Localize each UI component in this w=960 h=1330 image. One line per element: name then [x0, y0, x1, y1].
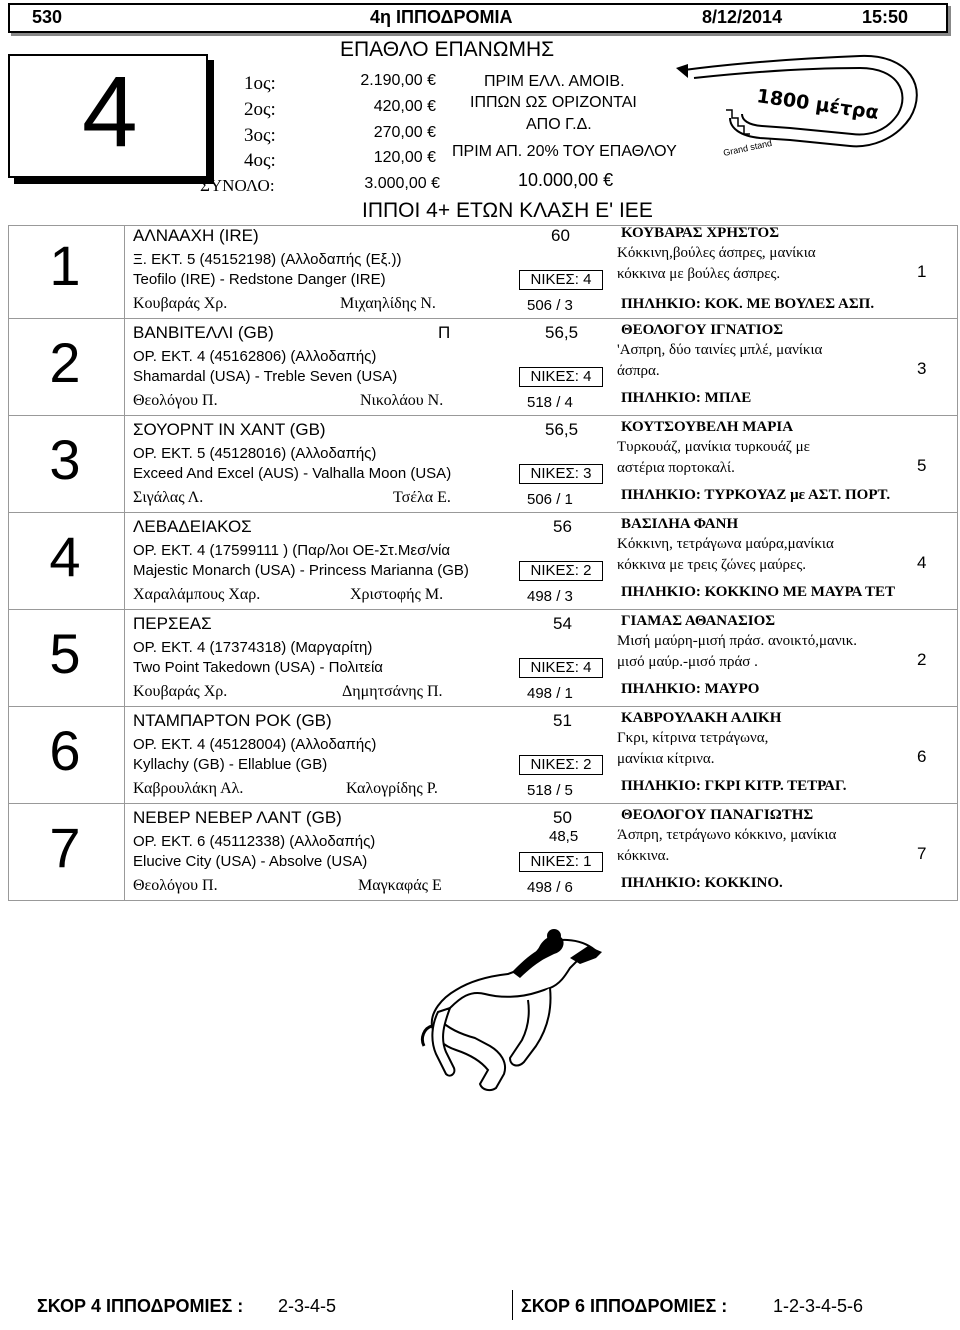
score4-value: 2-3-4-5	[278, 1296, 337, 1316]
horse-origin: ΟΡ. ΕΚΤ. 5 (45128016) (Αλλοδαπής)	[133, 445, 377, 462]
race-time: 15:50	[862, 7, 909, 27]
record: 498 / 6	[527, 879, 573, 896]
race-date: 8/12/2014	[702, 7, 783, 27]
total-label: ΣΥΝΟΛΟ:	[200, 176, 275, 195]
horse-jockey-icon	[420, 928, 610, 1098]
distance-label: 1800 μέτρα	[755, 85, 881, 125]
colors-line-2: μισό μαύρ.-μισό πράσ .	[617, 654, 758, 670]
wins-badge: ΝΙΚΕΣ: 2	[519, 561, 603, 581]
jockey: Καλογρίδης Ρ.	[346, 780, 438, 797]
horse-origin: ΟΡ. ΕΚΤ. 4 (45162806) (Αλλοδαπής)	[133, 348, 377, 365]
horse-weight: 50	[553, 808, 572, 827]
prize-amount-1: 2.190,00 €	[360, 72, 436, 89]
row-divider	[8, 415, 958, 416]
horse-pedigree: Exceed And Excel (AUS) - Valhalla Moon (USA)	[133, 465, 452, 482]
horse-pedigree: Kyllachy (GB) - Ellablue (GB)	[133, 756, 328, 773]
prize-title: ΕΠΑΘΛΟ ΕΠΑΝΩΜΗΣ	[340, 38, 555, 61]
wins-badge: ΝΙΚΕΣ: 2	[519, 755, 603, 775]
colors-line-1: Γκρι, κίτρινα τετράγωνα,	[617, 730, 769, 746]
horse-number: 6	[49, 719, 81, 782]
grid-left	[8, 225, 9, 900]
bonus-line-3: ΑΠΟ Γ.Δ.	[526, 116, 592, 133]
cap-colors: ΠΗΛΗΚΙΟ: ΚΟΚ. ΜΕ ΒΟΥΛΕΣ ΑΣΠ.	[621, 296, 875, 312]
trainer: Σιγάλας Λ.	[133, 489, 204, 506]
prize-place-1: 1ος:	[244, 73, 276, 94]
horse-origin: ΟΡ. ΕΚΤ. 4 (17599111 ) (Παρ/λοι ΟΕ-Στ.Μεσ/νία	[133, 542, 451, 559]
prize-place-2: 2ος:	[244, 99, 276, 120]
record: 498 / 1	[527, 685, 573, 702]
horse-pedigree: Teofilo (IRE) - Redstone Danger (IRE)	[133, 271, 386, 288]
colors-line-1: Τυρκουάζ, μανίκια τυρκουάζ με	[617, 439, 810, 455]
draw-number: 4	[917, 553, 927, 572]
draw-number: 6	[917, 747, 927, 766]
colors-line-2: κόκκινα.	[617, 848, 670, 864]
jockey: Δημητσάνης Π.	[342, 683, 443, 700]
score4-label: ΣΚΟΡ 4 ΙΠΠΟΔΡΟΜΙΕΣ :	[37, 1296, 244, 1316]
colors-line-1: Κόκκινη, τετράγωνα μαύρα,μανίκια	[617, 536, 834, 552]
cap-colors: ΠΗΛΗΚΙΟ: ΤΥΡΚΟΥΑΖ με ΑΣΤ. ΠΟΡΤ.	[621, 487, 891, 503]
bonus-amount: 10.000,00 €	[518, 170, 614, 190]
owner: ΘΕΟΛΟΓΟΥ ΙΓΝΑΤΙΟΣ	[621, 322, 784, 338]
horse-weight: 56	[553, 517, 572, 536]
colors-line-1: Μισή μαύρη-μισή πράσ. ανοικτό,μανικ.	[617, 633, 858, 649]
prize-place-3: 3ος:	[244, 125, 276, 146]
horse-number: 1	[49, 234, 81, 297]
horse-weight: 56,5	[545, 323, 579, 342]
jockey: Μιχαηλίδης Ν.	[340, 295, 436, 312]
colors-line-2: αστέρια πορτοκαλί.	[617, 460, 735, 476]
horse-name: ΒΑΝΒΙΤΕΛΛΙ (GB)	[133, 323, 274, 342]
grid-right	[957, 225, 958, 900]
score6-value: 1-2-3-4-5-6	[773, 1296, 864, 1316]
cap-colors: ΠΗΛΗΚΙΟ: ΓΚΡΙ ΚΙΤΡ. ΤΕΤΡΑΓ.	[621, 778, 847, 794]
draw-number: 3	[917, 359, 927, 378]
jockey: Μαγκαφάς Ε	[358, 877, 442, 894]
prize-amount-3: 270,00 €	[373, 124, 436, 141]
colors-line-2: κόκκινα με τρεις ζώνες μαύρες.	[617, 557, 807, 573]
row-divider	[8, 512, 958, 513]
record: 498 / 3	[527, 588, 573, 605]
horse-weight: 51	[553, 711, 572, 730]
bonus-line-4: ΠΡΙΜ ΑΠ. 20% ΤΟΥ ΕΠΑΘΛΟΥ	[452, 143, 677, 160]
row-divider	[8, 706, 958, 707]
colors-line-2: μανίκια κίτρινα.	[617, 751, 715, 767]
draw-number: 7	[917, 844, 927, 863]
owner: ΘΕΟΛΟΓΟΥ ΠΑΝΑΓΙΩΤΗΣ	[621, 807, 814, 823]
cap-colors: ΠΗΛΗΚΙΟ: ΜΠΛΕ	[621, 390, 752, 406]
owner: ΚΟΥΤΣΟΥΒΕΛΗ ΜΑΡΙΑ	[621, 419, 794, 435]
horse-weight: 56,5	[545, 420, 579, 439]
grid-col	[124, 225, 125, 900]
horse-weight: 54	[553, 614, 572, 633]
page-number: 530	[32, 7, 63, 27]
horse-origin: ΟΡ. ΕΚΤ. 4 (17374318) (Μαργαρίτη)	[133, 639, 373, 656]
draw-number: 1	[917, 262, 927, 281]
colors-line-2: άσπρα.	[617, 363, 660, 379]
colors-line-1: Κόκκινη,βούλες άσπρες, μανίκια	[617, 245, 816, 261]
record: 518 / 4	[527, 394, 573, 411]
race-class: ΙΠΠΟΙ 4+ ΕΤΩΝ ΚΛΑΣΗ Ε' ΙΕΕ	[362, 199, 653, 222]
trainer: Καβρουλάκη Αλ.	[133, 780, 244, 797]
track-diagram	[670, 48, 930, 163]
score6-label: ΣΚΟΡ 6 ΙΠΠΟΔΡΟΜΙΕΣ :	[521, 1296, 728, 1316]
wins-badge: ΝΙΚΕΣ: 4	[519, 367, 603, 387]
horse-name: ΑΛΝΑΑΧΗ (IRE)	[133, 226, 259, 245]
colors-line-2: κόκκινα με βούλες άσπρες.	[617, 266, 781, 282]
row-divider	[8, 609, 958, 610]
horse-number: 5	[49, 622, 81, 685]
jockey: Τσέλα Ε.	[393, 489, 451, 506]
record: 506 / 1	[527, 491, 573, 508]
horse-origin: ΟΡ. ΕΚΤ. 4 (45128004) (Αλλοδαπής)	[133, 736, 377, 753]
colors-line-1: Άσπρη, τετράγωνο κόκκινο, μανίκια	[617, 827, 837, 843]
owner: ΚΑΒΡΟΥΛΑΚΗ ΑΛΙΚΗ	[621, 710, 782, 726]
grandstand-label: Grand stand	[722, 137, 773, 158]
wins-badge: ΝΙΚΕΣ: 3	[519, 464, 603, 484]
jockey: Χριστοφής Μ.	[350, 586, 444, 603]
horse-name: ΣΟΥΟΡΝΤ ΙΝ ΧΑΝΤ (GB)	[133, 420, 326, 439]
horse-flag: Π	[438, 323, 451, 342]
horse-number: 3	[49, 428, 81, 491]
trainer: Θεολόγου Π.	[133, 877, 218, 894]
owner: ΓΙΑΜΑΣ ΑΘΑΝΑΣΙΟΣ	[621, 613, 776, 629]
horse-name: ΝΤΑΜΠΑΡΤΟΝ ΡΟΚ (GB)	[133, 711, 332, 730]
owner: ΚΟΥΒΑΡΑΣ ΧΡΗΣΤΟΣ	[621, 225, 779, 241]
race-title: 4η ΙΠΠΟΔΡΟΜΙΑ	[370, 7, 513, 27]
wins-badge: ΝΙΚΕΣ: 1	[519, 852, 603, 872]
horse-pedigree: Two Point Takedown (USA) - Πολιτεία	[133, 659, 383, 676]
horse-weight: 60	[551, 226, 570, 245]
horse-name: ΠΕΡΣΕΑΣ	[133, 614, 212, 633]
total-amount: 3.000,00 €	[364, 175, 440, 192]
footer-divider	[512, 1290, 513, 1320]
grid-bottom	[8, 900, 958, 901]
bonus-line-2: ΙΠΠΩΝ ΩΣ ΟΡΙΖΟΝΤΑΙ	[470, 94, 637, 111]
record: 506 / 3	[527, 297, 573, 314]
horse-name: ΝΕΒΕΡ ΝΕΒΕΡ ΛΑΝΤ (GB)	[133, 808, 342, 827]
horse-number: 7	[49, 816, 81, 879]
race-number-box	[8, 54, 208, 178]
owner: ΒΑΣΙΛΗΑ ΦΑΝΗ	[621, 516, 739, 532]
draw-number: 2	[917, 650, 927, 669]
row-divider	[8, 803, 958, 804]
horse-name: ΛΕΒΑΔΕΙΑΚΟΣ	[133, 517, 252, 536]
draw-number: 5	[917, 456, 927, 475]
horse-pedigree: Elucive City (USA) - Absolve (USA)	[133, 853, 368, 870]
horse-weight-2: 48,5	[549, 828, 579, 845]
horse-number: 4	[49, 525, 81, 588]
cap-colors: ΠΗΛΗΚΙΟ: ΜΑΥΡΟ	[621, 681, 760, 697]
jockey: Νικολάου Ν.	[360, 392, 444, 409]
horse-number: 2	[49, 331, 81, 394]
cap-colors: ΠΗΛΗΚΙΟ: ΚΟΚΚΙΝΟ.	[621, 875, 783, 891]
header-bar	[8, 3, 948, 33]
horse-pedigree: Shamardal (USA) - Treble Seven (USA)	[133, 368, 398, 385]
row-divider	[8, 318, 958, 319]
trainer: Θεολόγου Π.	[133, 392, 218, 409]
prize-place-4: 4ος:	[244, 150, 276, 171]
bonus-line-1: ΠΡΙΜ ΕΛΛ. ΑΜΟΙΒ.	[484, 73, 625, 90]
start-arrow-icon	[676, 64, 688, 78]
record: 518 / 5	[527, 782, 573, 799]
horse-pedigree: Majestic Monarch (USA) - Princess Marianna (GB)	[133, 562, 469, 579]
race-number: 4	[82, 56, 138, 168]
colors-line-1: 'Ασπρη, δύο ταινίες μπλέ, μανίκια	[617, 342, 823, 358]
horse-origin: ΟΡ. ΕΚΤ. 6 (45112338) (Αλλοδαπής)	[133, 833, 376, 850]
trainer: Κουβαράς Χρ.	[133, 683, 228, 700]
wins-badge: ΝΙΚΕΣ: 4	[519, 270, 603, 290]
trainer: Χαραλάμπους Χαρ.	[133, 586, 261, 603]
horse-origin: Ξ. ΕΚΤ. 5 (45152198) (Αλλοδαπής (Εξ.))	[133, 251, 402, 268]
prize-amount-2: 420,00 €	[373, 98, 436, 115]
cap-colors: ΠΗΛΗΚΙΟ: ΚΟΚΚΙΝΟ ΜΕ ΜΑΥΡΑ ΤΕΤ	[621, 584, 896, 600]
wins-badge: ΝΙΚΕΣ: 4	[519, 658, 603, 678]
prize-amount-4: 120,00 €	[373, 149, 436, 166]
trainer: Κουβαράς Χρ.	[133, 295, 228, 312]
